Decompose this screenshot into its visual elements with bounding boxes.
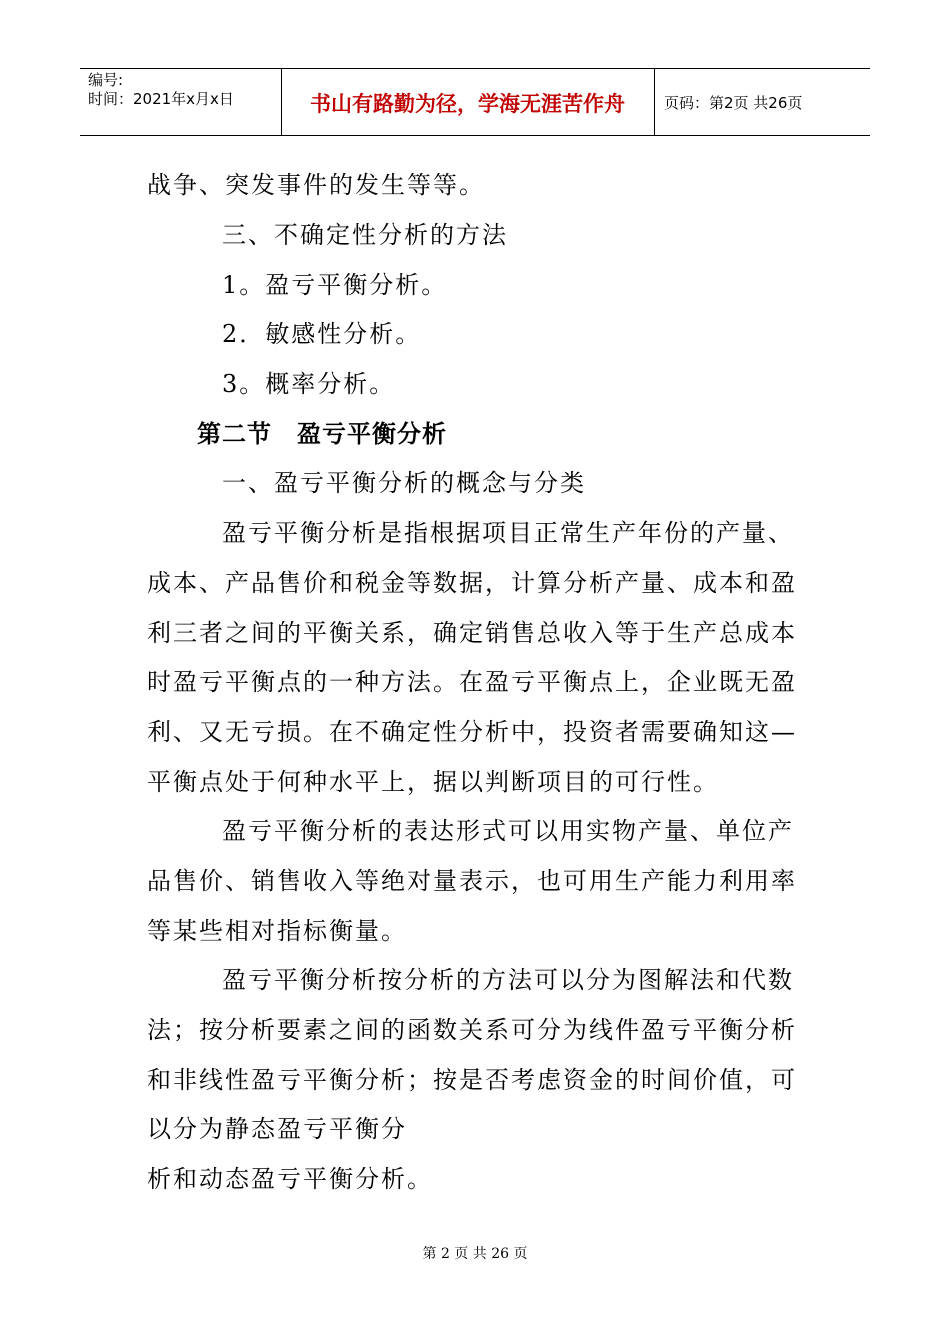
header-motto: 书山有路勤为径，学海无涯苦作舟	[310, 92, 625, 116]
paragraph-line: 品售价、销售收入等绝对量表示，也可用生产能力利用率	[147, 867, 797, 895]
paragraph-line: 平衡点处于何种水平上，据以判断项目的可行性。	[147, 768, 719, 796]
paragraph-line: 利、又无亏损。在不确定性分析中，投资者需要确知这—	[147, 718, 797, 746]
paragraph-line: 等某些相对指标衡量。	[147, 917, 407, 945]
header-page-info: 页码：第2页 共26页	[664, 94, 803, 112]
section-heading: 三、不确定性分析的方法	[222, 221, 508, 249]
header-top-rule	[80, 68, 870, 69]
paragraph-line: 成本、产品售价和税金等数据，计算分析产量、成本和盈	[147, 569, 797, 597]
document-code-label: 编号:	[88, 71, 124, 89]
paragraph-line: 盈亏平衡分析的表达形式可以用实物产量、单位产	[222, 817, 794, 845]
section-heading: 一、盈亏平衡分析的概念与分类	[222, 469, 586, 497]
list-item: 1。盈亏平衡分析。	[222, 271, 448, 299]
paragraph-line: 法；按分析要素之间的函数关系可分为线件盈亏平衡分析	[147, 1016, 797, 1044]
paragraph-line: 析和动态盈亏平衡分析。	[147, 1165, 433, 1193]
paragraph-line: 和非线性盈亏平衡分析；按是否考虑资金的时间价值，可	[147, 1066, 797, 1094]
header-bottom-rule	[80, 135, 870, 136]
list-item: 2．敏感性分析。	[222, 320, 422, 348]
paragraph-line: 盈亏平衡分析按分析的方法可以分为图解法和代数	[222, 966, 794, 994]
paragraph-line: 利三者之间的平衡关系，确定销售总收入等于生产总成本	[147, 619, 797, 647]
paragraph-line: 以分为静态盈亏平衡分	[147, 1115, 407, 1143]
body-line: 战争、突发事件的发生等等。	[147, 171, 485, 199]
paragraph-line: 盈亏平衡分析是指根据项目正常生产年份的产量、	[222, 519, 794, 547]
header-meta	[88, 71, 234, 109]
header-divider-right	[654, 68, 655, 135]
paragraph-line: 时盈亏平衡点的一种方法。在盈亏平衡点上，企业既无盈	[147, 668, 797, 696]
list-item: 3。概率分析。	[222, 370, 396, 398]
page-footer: 第 2 页 共 26 页	[422, 1246, 528, 1262]
chapter-heading: 第二节 盈亏平衡分析	[197, 420, 447, 448]
document-time: 时间：2021年x月x日	[88, 90, 234, 108]
